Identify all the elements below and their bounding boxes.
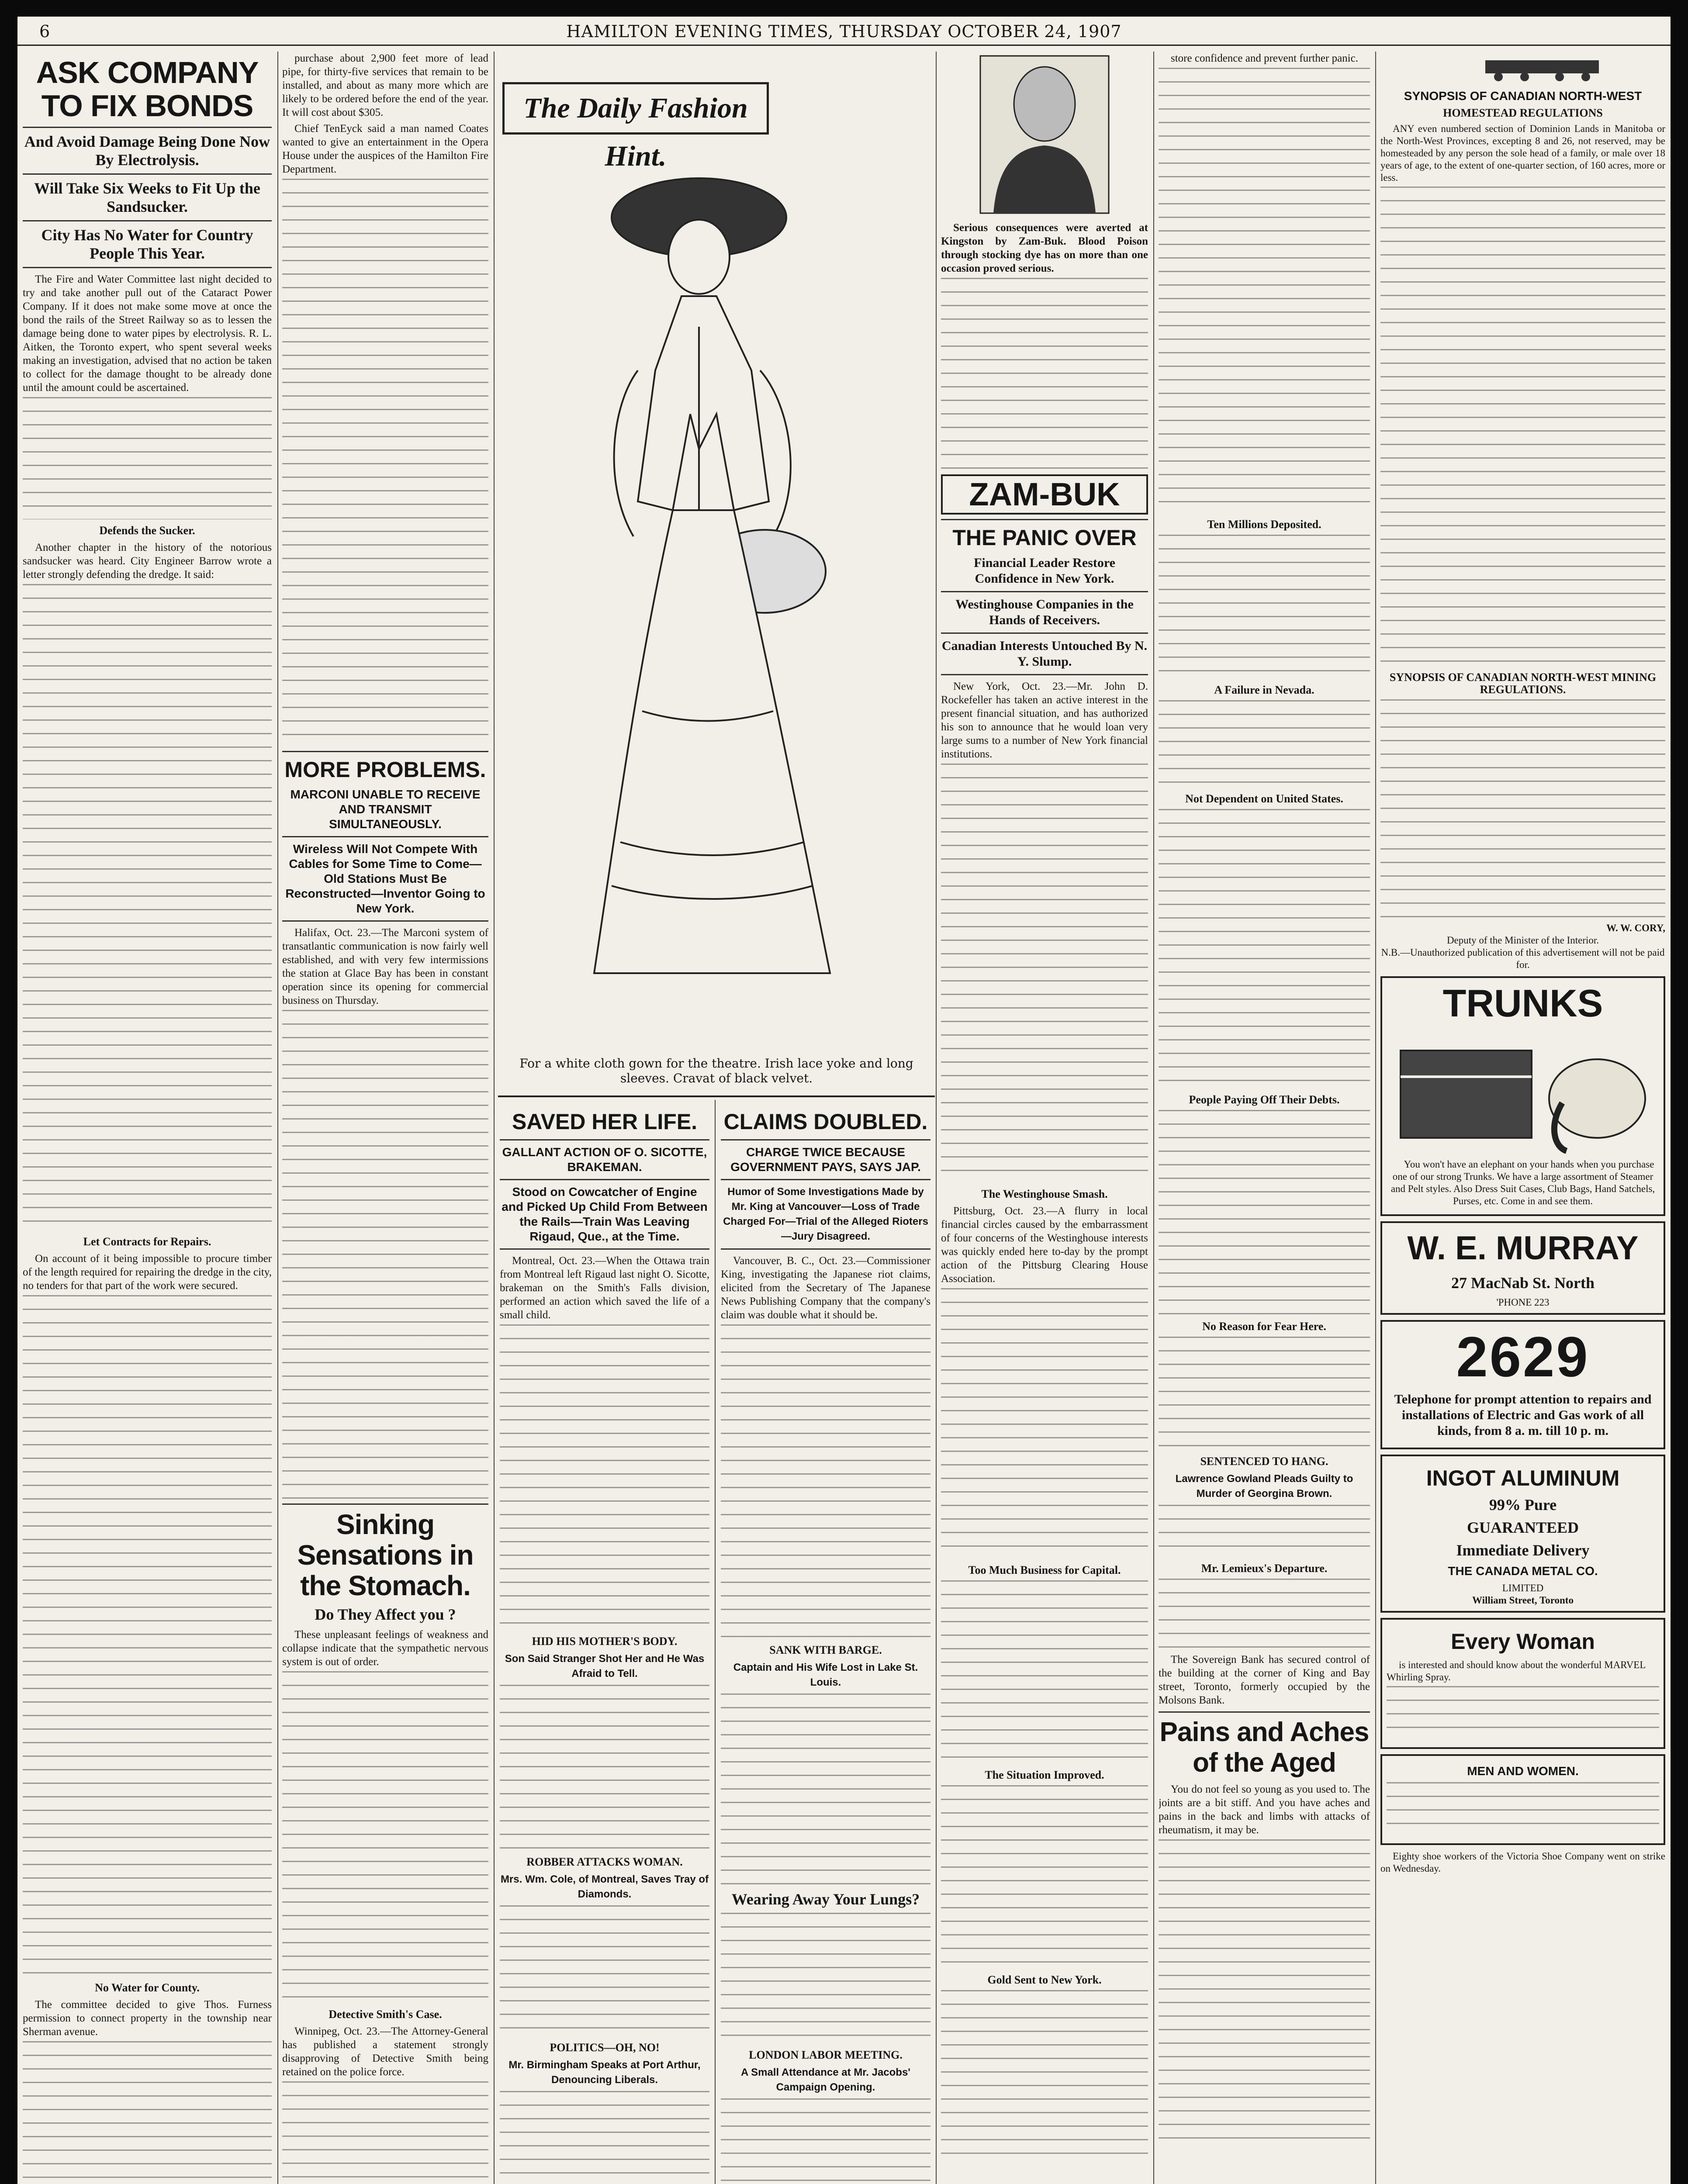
- subhead-detective: Detective Smith's Case.: [329, 2008, 442, 2021]
- subhead-contracts: Let Contracts for Repairs.: [83, 1235, 211, 1248]
- phone-ad: [1380, 1320, 1665, 1449]
- article-paragraph: ANY even numbered section of Dominion Lands in Manitoba or the North-West Provinces, excepting 8 and 26, not reserved, may be homesteaded by any person the sole head of a family, or male over 18 years of age, to the extent of one-quarter section, of 160 acres, more or less.: [1380, 123, 1665, 183]
- deck-affect-you: Do They Affect you ?: [315, 1606, 456, 1623]
- subhead-no-reason: No Reason for Fear Here.: [1202, 1320, 1326, 1333]
- headline-saved-her-life: SAVED HER LIFE.: [512, 1109, 698, 1134]
- headline-more-problems: MORE PROBLEMS.: [284, 757, 486, 782]
- headline-sinking-sensations: Sinking Sensations in the Stomach.: [297, 1509, 474, 1601]
- ad-pains-aches: Pains and Aches of the Aged: [1159, 1717, 1369, 1778]
- article-text: [721, 1324, 930, 1639]
- subhead-westinghouse-smash: The Westinghouse Smash.: [981, 1188, 1108, 1200]
- article-text: [1380, 187, 1665, 667]
- article-text: [1159, 1839, 1370, 2145]
- deck-captain: Captain and His Wife Lost in Lake St. Louis.: [733, 1662, 918, 1688]
- phone-number: 2629: [1456, 1325, 1590, 1389]
- article-text: [282, 2081, 488, 2184]
- article-paragraph: These unpleasant feelings of weakness and collapse indicate that the sympathetic nervous system is out of order.: [282, 1629, 488, 1668]
- headline-fix-bonds: ASK COMPANY TO FIX BONDS: [36, 55, 259, 123]
- article-text: [282, 1671, 488, 2003]
- fashion-hint-title: The Daily Fashion Hint.: [502, 82, 769, 135]
- murray-name: W. E. MURRAY: [1407, 1230, 1639, 1267]
- deck-country-water: City Has No Water for Country People This Year.: [41, 226, 253, 262]
- phone-body: Telephone for prompt attention to repairs and installations of Electric and Gas work of all kinds, from 8 a. m. till 10 p. m.: [1394, 1392, 1652, 1438]
- column-rule: [715, 1100, 716, 2184]
- deck-marconi: MARCONI UNABLE TO RECEIVE AND TRANSMIT SIMULTANEOUSLY.: [290, 788, 481, 831]
- ingot-guaranteed: GUARANTEED: [1467, 1519, 1579, 1536]
- train-icon: [1380, 52, 1665, 82]
- subhead-not-dependent: Not Dependent on United States.: [1185, 792, 1343, 805]
- murray-ad: [1380, 1221, 1665, 1315]
- article-text: [1159, 535, 1370, 679]
- article-paragraph: The committee decided to give Thos. Furness permission to connect property in the township near Sherman avenue.: [23, 1999, 272, 2038]
- publication-note: N.B.—Unauthorized publication of this advertisement will not be paid for.: [1381, 947, 1665, 970]
- article-lead: The Fire and Water Committee last night decided to try and take another pull out of the Cataract Power Company. If it does not make some move at once the bond the rails of the Street Railway so as to lessen the damage being done to water pipes by electrolysis. R. L. Aitken, the Toronto expert, who spent several weeks making an investigation, advised that no action be taken to collect for the damage thought to be already done until the amount could be ascertained.: [23, 273, 272, 394]
- column-rule: [1153, 52, 1154, 2184]
- article-text: [1387, 1686, 1659, 1738]
- deck-humor: Humor of Some Investigations Made by Mr. King at Vancouver—Loss of Trade Charged For—Trial of the Alleged Rioters—Jury Disagreed.: [723, 1186, 928, 1242]
- article-text: [1159, 1579, 1370, 1648]
- trunks-ad: [1380, 976, 1665, 1216]
- subhead-labor-meeting: LONDON LABOR MEETING.: [749, 2049, 903, 2061]
- zambuk-brand: ZAM-BUK: [941, 474, 1148, 515]
- article-paragraph: Chief TenEyck said a man named Coates wanted to give an entertainment in the Opera House under the auspices of the Hamilton Fire Department.: [282, 123, 488, 175]
- article-text: [1387, 1782, 1659, 1835]
- article-paragraph: purchase about 2,900 feet more of lead pipe, for thirty-five services that remain to be installed, and about as many more which are likely to be ordered before the end of the year. It will cost about $305.: [282, 52, 488, 118]
- subhead-too-much-business: Too Much Business for Capital.: [968, 1564, 1121, 1576]
- deck-westinghouse: Westinghouse Companies in the Hands of Receivers.: [955, 597, 1134, 627]
- article-text: [282, 1010, 488, 1499]
- subhead-gold-sent: Gold Sent to New York.: [987, 1973, 1102, 1986]
- column-saved-her-life: [500, 1104, 709, 2184]
- subhead-robber: ROBBER ATTACKS WOMAN.: [526, 1856, 683, 1868]
- subhead-hid-body: HID HIS MOTHER'S BODY.: [532, 1635, 678, 1648]
- ingot-ad: [1380, 1455, 1665, 1613]
- deck-sandsucker: Will Take Six Weeks to Fit Up the Sandsucker.: [34, 180, 260, 215]
- article-text: [1159, 68, 1370, 513]
- deck-cowcatcher: Stood on Cowcatcher of Engine and Picked Up Child From Between the Rails—Train Was Leaving Rigaud, Que., at the Time.: [502, 1185, 708, 1243]
- subhead-mining: SYNOPSIS OF CANADIAN NORTH-WEST MINING REGULATIONS.: [1389, 671, 1657, 696]
- article-text: [23, 2041, 272, 2184]
- article-text: [941, 1580, 1148, 1764]
- article-paragraph: The Sovereign Bank has secured control of the building at the corner of King and Bay street, Toronto, formerly occupied by the Molsons Bank.: [1159, 1654, 1370, 1706]
- subhead-politics: POLITICS—OH, NO!: [550, 2041, 660, 2054]
- article-text: [941, 1990, 1148, 2165]
- fashion-caption: For a white cloth gown for the theatre. Irish lace yoke and long sleeves. Cravat of black velvet.: [519, 1056, 913, 1085]
- headline-homestead: SYNOPSIS OF CANADIAN NORTH-WEST: [1404, 89, 1642, 103]
- article-paragraph: On account of it being impossible to procure timber of the length required for repairing the dredge in the city, no tenders for that part of the work were secured.: [23, 1253, 272, 1292]
- column-rule: [1375, 52, 1376, 2184]
- article-text: [1159, 809, 1370, 1089]
- article-text: [721, 1913, 930, 2044]
- section-divider: [498, 1095, 935, 1097]
- article-paragraph: Halifax, Oct. 23.—The Marconi system of transatlantic communication is now fairly well established, and with very few intermissions the station at Glace Bay has been in constant operation since its opening for commercial business on Thursday.: [282, 927, 488, 1006]
- article-text: [23, 1295, 272, 1977]
- article-text: [282, 179, 488, 746]
- column-rule: [494, 52, 495, 2184]
- deck-electrolysis: And Avoid Damage Being Done Now By Electrolysis.: [24, 133, 270, 169]
- article-text: [23, 584, 272, 1230]
- ingot-title: INGOT ALUMINUM: [1426, 1466, 1620, 1490]
- article-text: [721, 1693, 930, 1886]
- subhead-lungs: Wearing Away Your Lungs?: [731, 1890, 920, 1908]
- ingot-address: William Street, Toronto: [1472, 1595, 1574, 1606]
- article-text: [941, 1288, 1148, 1559]
- article-text: [500, 1905, 709, 2036]
- subhead-defends-sucker: Defends the Sucker.: [99, 524, 195, 537]
- subhead-sank-barge: SANK WITH BARGE.: [769, 1644, 882, 1656]
- column-rule: [277, 52, 278, 2184]
- article-paragraph: Winnipeg, Oct. 23.—The Attorney-General has published a statement strongly disapproving of Detective Smith being retained on the police force.: [282, 2025, 488, 2078]
- ingot-delivery: Immediate Delivery: [1456, 1541, 1590, 1559]
- article-paragraph: Eighty shoe workers of the Victoria Shoe Company went on strike on Wednesday.: [1380, 1851, 1665, 1874]
- article-text: [1159, 1337, 1370, 1450]
- deck-birmingham: Mr. Birmingham Speaks at Port Arthur, Denouncing Liberals.: [508, 2059, 701, 2086]
- signature-title: Deputy of the Minister of the Interior.: [1446, 935, 1599, 946]
- article-paragraph: Another chapter in the history of the notorious sandsucker was heard. City Engineer Barrow wrote a letter strongly defending the dredge. It said:: [23, 542, 272, 581]
- every-woman-body: is interested and should know about the wonderful MARVEL Whirling Spray.: [1387, 1659, 1646, 1683]
- every-woman-title: Every Woman: [1451, 1629, 1595, 1654]
- article-paragraph: Vancouver, B. C., Oct. 23.—Commissioner King, investigating the Japanese riot claims, elicited from the Secretary of The Japanese News Publishing Company that the company's claim was double what it should be.: [721, 1255, 930, 1321]
- article-text: [1159, 700, 1370, 788]
- article-text: [1159, 1505, 1370, 1557]
- deck-wireless: Wireless Will Not Compete With Cables for Some Time to Come—Old Stations Must Be Reconstructed—Inventor Going to New York.: [285, 842, 485, 915]
- article-paragraph: Montreal, Oct. 23.—When the Ottawa train from Montreal left Rigaud last night O. Sicotte, brakeman on the Smith's Falls division, performed an action which saved the life of a small child.: [500, 1255, 709, 1321]
- subhead-nevada: A Failure in Nevada.: [1214, 684, 1314, 696]
- deck-gallant: GALLANT ACTION OF O. SICOTTE, BRAKEMAN.: [502, 1145, 707, 1174]
- masthead: [17, 17, 1671, 46]
- deck-diamonds: Mrs. Wm. Cole, of Montreal, Saves Tray of Diamonds.: [500, 1873, 709, 1900]
- article-text: [500, 2091, 709, 2184]
- article-text: [941, 278, 1148, 470]
- portrait-illustration: [941, 52, 1148, 218]
- article-text: [941, 764, 1148, 1183]
- page-number: 6: [39, 22, 51, 41]
- article-text: [500, 1685, 709, 1851]
- deck-canadian-interests: Canadian Interests Untouched By N. Y. Slump.: [941, 639, 1148, 669]
- headline-claims-doubled: CLAIMS DOUBLED.: [723, 1109, 928, 1134]
- column-rule: [936, 52, 937, 2184]
- column-6: [1159, 52, 1370, 2184]
- subhead-lemieux: Mr. Lemieux's Departure.: [1201, 1562, 1328, 1575]
- article-text: [721, 2098, 930, 2184]
- deck-gowland: Lawrence Gowland Pleads Guilty to Murder of Georgina Brown.: [1175, 1473, 1353, 1500]
- signature: W. W. CORY,: [1606, 923, 1665, 933]
- deck-financial-leader: Financial Leader Restore Confidence in New York.: [974, 556, 1115, 586]
- subhead-no-water: No Water for County.: [95, 1981, 200, 1994]
- newspaper-page: [17, 17, 1671, 2184]
- murray-phone: 'PHONE 223: [1496, 1297, 1550, 1308]
- article-text: [500, 1324, 709, 1630]
- article-text: [1380, 699, 1665, 918]
- masthead-title: HAMILTON EVENING TIMES, THURSDAY OCTOBER 24, 1907: [566, 22, 1122, 41]
- trunks-title: TRUNKS: [1442, 981, 1603, 1025]
- article-paragraph: store confidence and prevent further panic.: [1171, 52, 1358, 64]
- column-2: [282, 52, 488, 2184]
- subhead-situation-improved: The Situation Improved.: [985, 1769, 1104, 1781]
- deck-charge-twice: CHARGE TWICE BECAUSE GOVERNMENT PAYS, SAYS JAP.: [730, 1145, 921, 1174]
- article-paragraph: New York, Oct. 23.—Mr. John D. Rockefeller has taken an active interest in the present financial situation, and has authorized his son to announce that he would loan very large sums to a number of New York financial institutions.: [941, 681, 1148, 760]
- column-1: [23, 52, 272, 2184]
- ad-body: You do not feel so young as you used to. The joints are a bit stiff. And you have aches and pains in the back and limbs with attacks of rheumatism, it may be.: [1159, 1783, 1370, 1836]
- trunks-body: You won't have an elephant on your hands when you purchase one of our strong Trunks. We have a large assortment of Steamer and Pelt styles. Also Dress Suit Cases, Club Bags, Hand Satchels, Purses, etc. Come in and see them.: [1391, 1159, 1655, 1206]
- ingot-limited: LIMITED: [1502, 1583, 1544, 1593]
- men-women-title: MEN AND WOMEN.: [1467, 1764, 1579, 1778]
- headline-panic-over: THE PANIC OVER: [952, 525, 1137, 550]
- deck-jacobs: A Small Attendance at Mr. Jacobs' Campaign Opening.: [740, 2067, 911, 2093]
- column-claims-doubled: [721, 1104, 930, 2184]
- column-5: [941, 52, 1148, 2184]
- elephant-trunk-icon: [1392, 1024, 1654, 1155]
- fashion-illustration: [585, 143, 856, 1043]
- column-7: [1380, 52, 1665, 2184]
- zambuk-caption: Serious consequences were averted at Kingston by Zam-Buk. Blood Poison through stocking dye has on more than one occasion proved serious.: [941, 222, 1148, 274]
- subhead-homestead: HOMESTEAD REGULATIONS: [1443, 107, 1603, 119]
- ingot-pure: 99% Pure: [1489, 1496, 1557, 1514]
- subhead-sentenced: SENTENCED TO HANG.: [1200, 1455, 1328, 1468]
- article-text: [941, 1785, 1148, 1969]
- article-text: [23, 397, 272, 519]
- every-woman-ad: [1380, 1618, 1665, 1749]
- ingot-company: THE CANADA METAL CO.: [1448, 1564, 1598, 1578]
- article-paragraph: Pittsburg, Oct. 23.—A flurry in local financial circles caused by the embarrassment of four concerns of the Westinghouse interests was quickly ended here to-day by the prompt action of the Pittsburg Clearing House Association.: [941, 1205, 1148, 1285]
- subhead-ten-millions: Ten Millions Deposited.: [1207, 518, 1321, 531]
- article-text: [1159, 1110, 1370, 1315]
- men-women-ad: [1380, 1754, 1665, 1845]
- deck-stranger: Son Said Stranger Shot Her and He Was Afraid to Tell.: [505, 1653, 705, 1679]
- subhead-paying-debts: People Paying Off Their Debts.: [1189, 1093, 1340, 1106]
- murray-address: 27 MacNab St. North: [1451, 1274, 1595, 1292]
